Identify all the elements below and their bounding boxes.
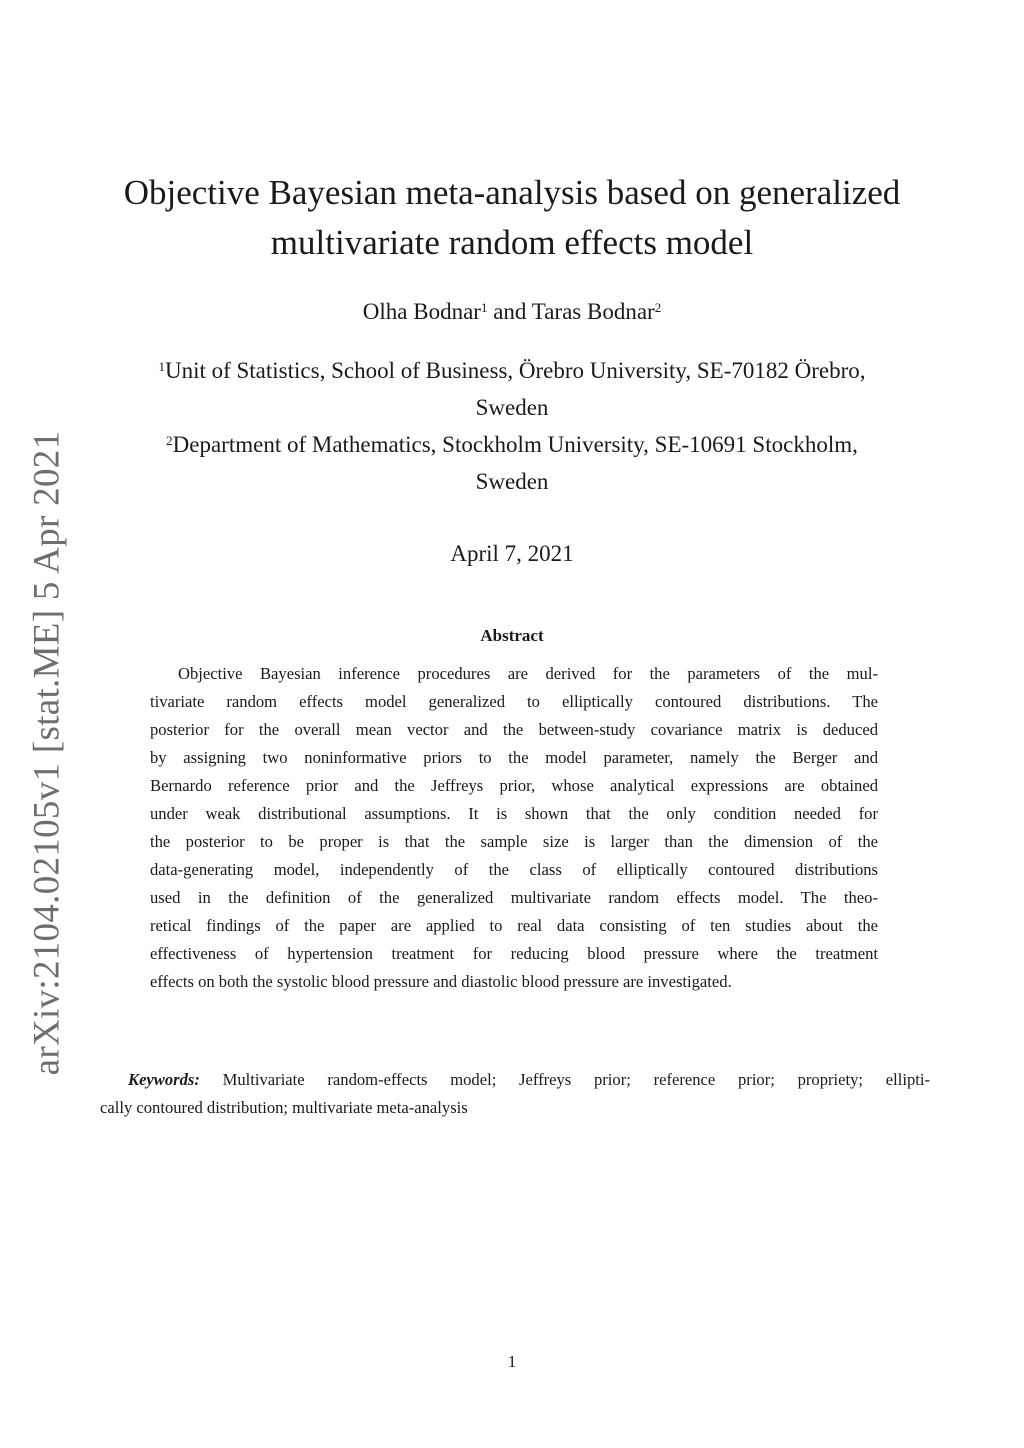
abstract-line: tivariate random effects model generalized to elliptically contoured distributions. The — [150, 692, 878, 711]
keywords-line-1 — [100, 1066, 930, 1094]
author-name-2: Taras Bodnar — [531, 299, 655, 324]
author-affiliation-mark-1: 1 — [480, 300, 488, 315]
affiliation-2-line-1 — [100, 426, 924, 463]
affiliation-1-line-2: Sweden — [475, 395, 549, 420]
keywords-line-2: cally contoured distribution; multivariate meta-analysis — [100, 1098, 468, 1117]
affiliation-1 — [100, 352, 924, 426]
arxiv-identifier-stamp: arXiv:2104.02105v1 [stat.ME] 5 Apr 2021 — [26, 430, 68, 1076]
affiliation-2-text: Department of Mathematics, Stockholm University, SE-10691 Stockholm, — [172, 432, 858, 457]
affiliation-1-line-1 — [100, 352, 924, 389]
abstract-line: by assigning two noninformative priors to the model parameter, namely the Berger and — [150, 748, 878, 767]
title-line-2: multivariate random effects model — [270, 223, 754, 262]
abstract-line: the posterior to be proper is that the sample size is larger than the dimension of the — [150, 832, 878, 851]
abstract-line: under weak distributional assumptions. It is shown that the only condition needed for — [150, 804, 878, 823]
paper-title — [100, 168, 924, 268]
author-list — [100, 296, 924, 328]
abstract-line: used in the definition of the generalized multivariate random effects model. The theo- — [150, 888, 878, 907]
abstract-heading: Abstract — [480, 626, 544, 645]
abstract-line: effectiveness of hypertension treatment for reducing blood pressure where the treatment — [150, 944, 878, 963]
keywords-text-1: Multivariate random-effects model; Jeffreys prior; reference prior; propriety; ellipti- — [199, 1070, 930, 1089]
abstract-line: retical findings of the paper are applied to real data consisting of ten studies about the — [150, 916, 878, 935]
affiliation-1-text: Unit of Statistics, School of Business, Örebro University, SE-70182 Örebro, — [164, 358, 866, 383]
affiliation-2 — [100, 426, 924, 500]
affiliation-2-line-2: Sweden — [475, 469, 549, 494]
abstract-line: Objective Bayesian inference procedures are derived for the parameters of the mul- — [178, 664, 878, 683]
keywords-block — [100, 1066, 930, 1122]
author-affiliation-mark-2: 2 — [654, 300, 662, 315]
author-name-1: Olha Bodnar — [362, 299, 481, 324]
publication-date: April 7, 2021 — [450, 541, 574, 566]
title-line-1: Objective Bayesian meta-analysis based on generalized — [123, 173, 901, 212]
affiliation-2-mark: 2 — [166, 433, 173, 448]
abstract-body — [150, 660, 878, 996]
abstract-line: data-generating model, independently of the class of elliptically contoured distributions — [150, 860, 878, 879]
keywords-label: Keywords: — [128, 1070, 200, 1089]
abstract-line: Bernardo reference prior and the Jeffreys prior, whose analytical expressions are obtained — [150, 776, 878, 795]
author-connector: and — [487, 299, 532, 324]
abstract-line: effects on both the systolic blood pressure and diastolic blood pressure are investigated. — [150, 972, 732, 991]
page-number: 1 — [507, 1352, 517, 1371]
abstract-line: posterior for the overall mean vector and the between-study covariance matrix is deduced — [150, 720, 878, 739]
affiliation-1-mark: 1 — [158, 359, 165, 374]
